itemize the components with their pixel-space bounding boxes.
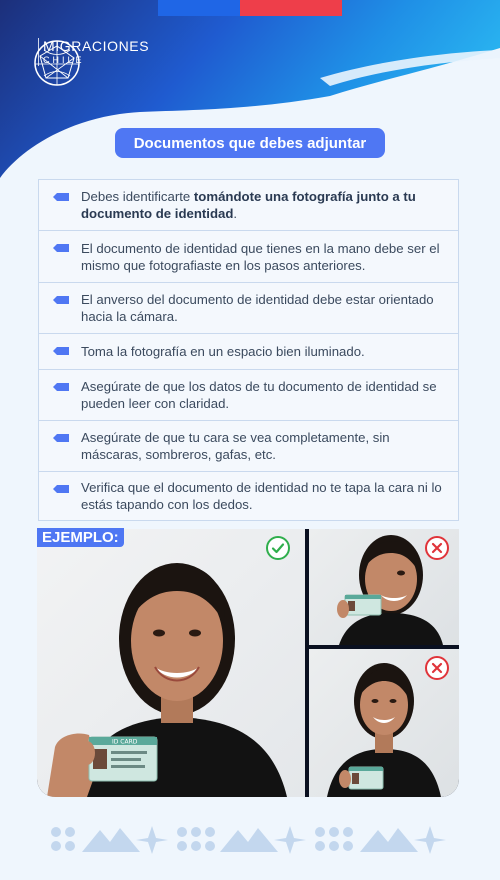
list-item — [39, 283, 458, 334]
list-item — [39, 231, 458, 283]
id-card-text: ID CARD — [112, 738, 138, 746]
header-background — [0, 0, 500, 200]
bullet-icon — [53, 244, 69, 252]
bullet-icon — [53, 296, 69, 304]
logo-title: MIGRACIONES — [43, 38, 150, 54]
incorrect-badge — [425, 656, 449, 680]
list-item — [39, 180, 458, 231]
item-text: El documento de identidad que tienes en la mano debe ser el mismo que fotografiaste en los pasos anteriores. — [81, 240, 440, 273]
list-item — [39, 370, 458, 421]
list-item — [39, 421, 458, 472]
flag-stripe-blue — [158, 0, 240, 16]
bullet-icon — [53, 485, 69, 493]
item-text: Asegúrate de que tu cara se vea completamente, sin máscaras, sombreros, gafas, etc. — [81, 430, 390, 462]
check-icon — [271, 541, 285, 555]
instruction-list — [38, 179, 459, 521]
section-title: Documentos que debes adjuntar — [115, 128, 385, 158]
list-item — [39, 472, 458, 520]
logo-subtitle: CHILE — [43, 55, 85, 65]
cross-icon — [431, 662, 443, 674]
dots-pattern-icon — [315, 827, 353, 851]
footer-decoration — [48, 822, 448, 856]
item-text: Asegúrate de que los datos de tu documento de identidad se pueden leer con claridad. — [81, 379, 437, 411]
dots-pattern-icon — [51, 827, 75, 851]
item-text: Debes identificarte tomándote una fotografía junto a tu documento de identidad. — [81, 189, 416, 221]
example-photos — [37, 529, 459, 797]
sparkle-icon — [414, 826, 446, 854]
incorrect-badge — [425, 536, 449, 560]
flag-stripe-red — [240, 0, 342, 16]
logo — [32, 38, 149, 66]
cross-icon — [431, 542, 443, 554]
mountains-icon — [82, 828, 140, 852]
globe-logo-icon — [32, 38, 82, 88]
list-item — [39, 334, 458, 370]
dots-pattern-icon — [177, 827, 215, 851]
item-text: Verifica que el documento de identidad no te tapa la cara ni lo estás tapando con los dedos. — [81, 480, 442, 512]
person-with-id-illustration — [37, 529, 305, 797]
sparkle-icon — [274, 826, 306, 854]
correct-badge — [266, 536, 290, 560]
example-label: EJEMPLO: — [37, 528, 124, 547]
mountains-icon — [360, 828, 418, 852]
item-text: Toma la fotografía en un espacio bien iluminado. — [81, 344, 365, 359]
header — [0, 0, 500, 200]
bullet-icon — [53, 193, 69, 201]
example-photo-correct — [37, 529, 305, 797]
sparkle-icon — [136, 826, 168, 854]
bullet-icon — [53, 383, 69, 391]
item-text: El anverso del documento de identidad debe estar orientado hacia la cámara. — [81, 292, 434, 324]
bullet-icon — [53, 434, 69, 442]
bullet-icon — [53, 347, 69, 355]
mountains-icon — [220, 828, 278, 852]
